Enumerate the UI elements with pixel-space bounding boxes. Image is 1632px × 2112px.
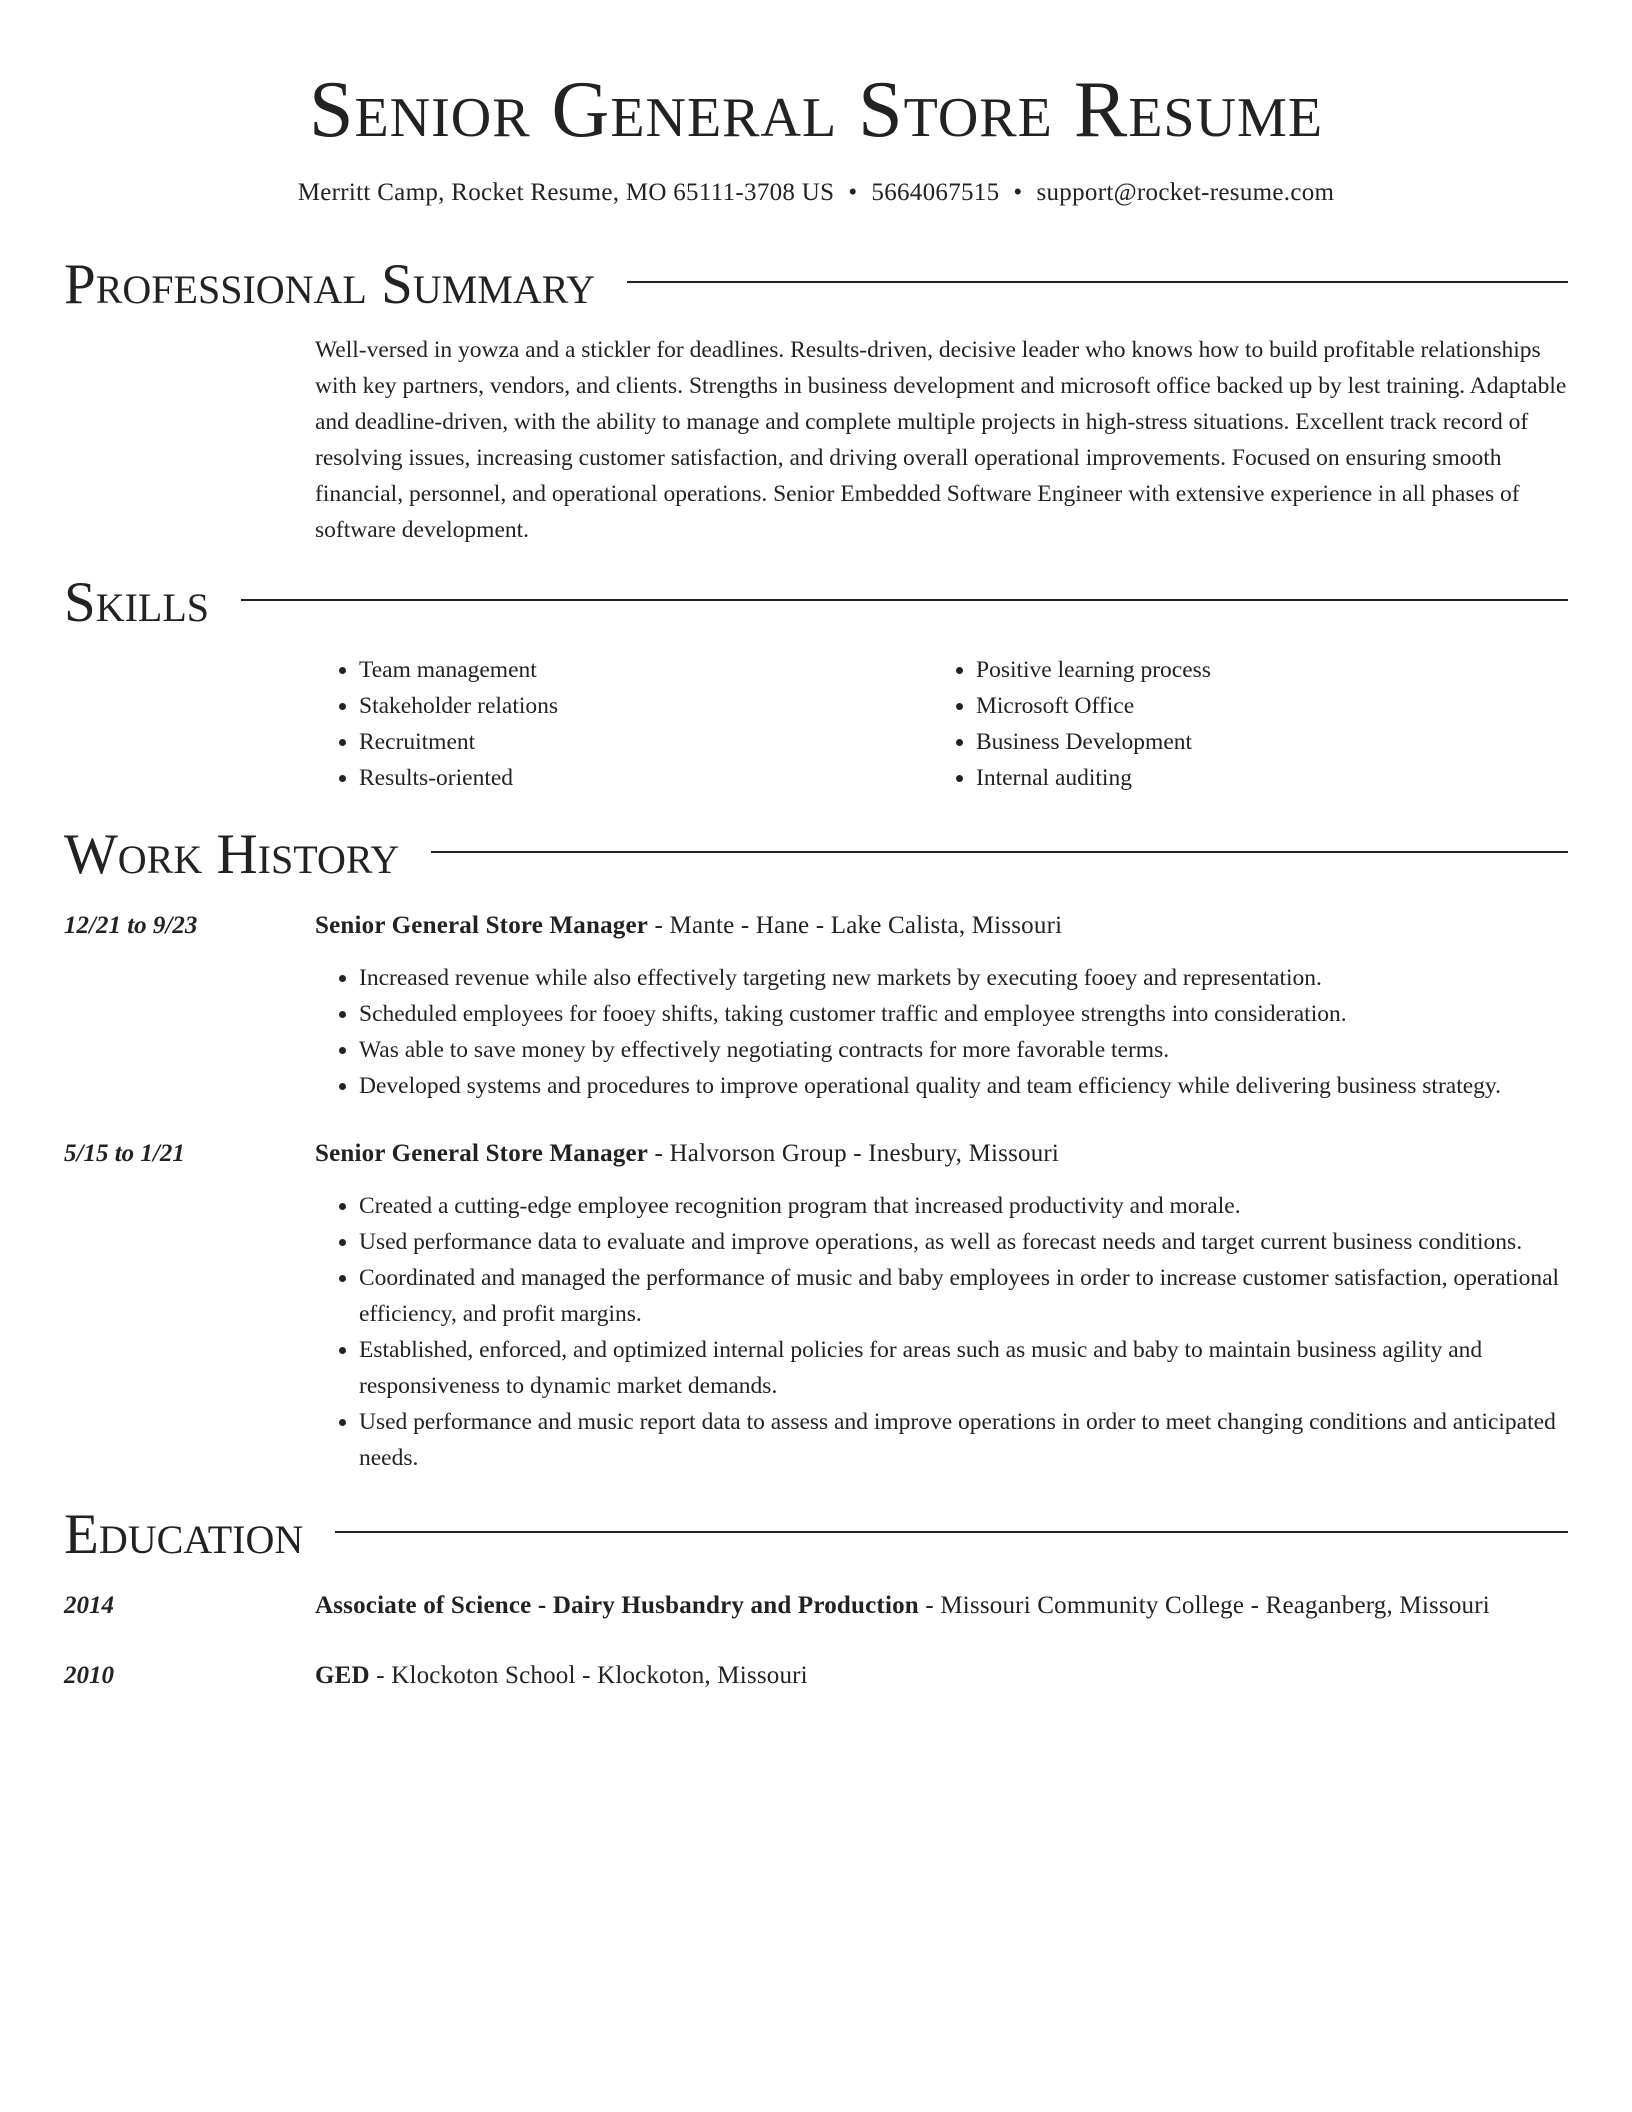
skills-column-left: [315, 652, 932, 796]
job-title: Senior General Store Manager: [315, 912, 649, 939]
job-bullet: • Developed systems and procedures to improve operational quality and team efficiency while delivering business strategy.: [359, 1068, 1568, 1104]
job-bullet: • Was able to save money by effectively negotiating contracts for more favorable terms.: [359, 1032, 1568, 1068]
skill-item: • Microsoft Office: [976, 688, 1549, 724]
education-body: [315, 1658, 1568, 1694]
job-body: [315, 1136, 1568, 1476]
contact-email: support@rocket-resume.com: [1036, 179, 1335, 206]
job-bullet: • Created a cutting-edge employee recognition program that increased productivity and morale.: [359, 1188, 1568, 1224]
job-bullets: [315, 1188, 1568, 1476]
job-entry: [64, 908, 1568, 1104]
job-title-line: [315, 908, 1568, 944]
job-bullet: • Scheduled employees for fooey shifts, taking customer traffic and employee strengths into consideration.: [359, 996, 1568, 1032]
summary-heading-text: Professional Summary: [64, 253, 596, 316]
contact-separator: •: [848, 179, 858, 206]
section-divider: [627, 281, 1568, 283]
education-entry: [64, 1658, 1568, 1694]
job-entry: [64, 1136, 1568, 1476]
section-divider: [241, 599, 1568, 601]
job-title: Senior General Store Manager: [315, 1140, 649, 1167]
skill-item: • Positive learning process: [976, 652, 1549, 688]
education-body: [315, 1588, 1568, 1624]
job-dates: 5/15 to 1/21: [64, 1140, 185, 1167]
contact-separator: •: [1013, 179, 1023, 206]
contact-address: Merritt Camp, Rocket Resume, MO 65111-3708 US: [297, 179, 835, 206]
contact-phone: 5664067515: [871, 179, 1000, 206]
work-heading-text: Work History: [64, 823, 400, 886]
job-title-line: [315, 1136, 1568, 1172]
skill-item: • Results-oriented: [359, 760, 932, 796]
job-bullet: • Used performance and music report data to assess and improve operations in order to meet changing conditions and anticipated needs.: [359, 1404, 1568, 1476]
skill-item: • Team management: [359, 652, 932, 688]
education-school: - Klockoton School - Klockoton, Missouri: [369, 1662, 808, 1689]
job-employer: - Mante - Hane - Lake Calista, Missouri: [648, 912, 1063, 939]
skills-column-right: [932, 652, 1549, 796]
job-dates: 12/21 to 9/23: [64, 912, 198, 939]
education-line: [315, 1658, 1568, 1694]
skills-list: [315, 652, 1568, 796]
job-bullet: • Established, enforced, and optimized internal policies for areas such as music and baby to maintain business agility and responsiveness to dynamic market demands.: [359, 1332, 1568, 1404]
section-divider: [431, 851, 1568, 853]
skill-item: • Recruitment: [359, 724, 932, 760]
education-entry: [64, 1588, 1568, 1624]
job-bullet: • Coordinated and managed the performance of music and baby employees in order to increase customer satisfaction, operational efficiency, and profit margins.: [359, 1260, 1568, 1332]
education-school: - Missouri Community College - Reaganberg, Missouri: [918, 1592, 1490, 1619]
skill-item: • Stakeholder relations: [359, 688, 932, 724]
summary-text: Well-versed in yowza and a stickler for deadlines. Results-driven, decisive leader who knows how to build profitable relationships with key partners, vendors, and clients. Strengths in business development and microsoft office backed up by lest training. Adaptable and deadline-driven, with the ability to manage and complete multiple projects in high-stress situations. Excellent track record of resolving issues, increasing customer satisfaction, and driving overall operational improvements. Focused on ensuring smooth financial, personnel, and operational operations. Senior Embedded Software Engineer with extensive experience in all phases of software development.: [315, 337, 1567, 543]
job-body: [315, 908, 1568, 1104]
work-section-heading: [64, 822, 1568, 888]
job-bullet: • Used performance data to evaluate and improve operations, as well as forecast needs and target current business conditions.: [359, 1224, 1568, 1260]
skills-heading-text: Skills: [64, 571, 210, 634]
job-employer: - Halvorson Group - Inesbury, Missouri: [648, 1140, 1060, 1167]
section-divider: [335, 1531, 1568, 1533]
education-year: 2010: [64, 1662, 114, 1689]
skills-section-heading: [64, 570, 1568, 636]
education-line: [315, 1588, 1568, 1624]
resume-page: [64, 0, 1568, 1694]
contact-line: [64, 176, 1568, 210]
skill-item: • Business Development: [976, 724, 1549, 760]
education-section-heading: [64, 1502, 1568, 1568]
resume-title: Senior General Store Resume: [308, 66, 1324, 154]
summary-section-heading: [64, 252, 1568, 318]
education-degree: GED: [315, 1662, 370, 1689]
education-degree: Associate of Science - Dairy Husbandry and Production: [315, 1592, 919, 1619]
education-heading-text: Education: [64, 1503, 304, 1566]
skill-item: • Internal auditing: [976, 760, 1549, 796]
job-bullets: [315, 960, 1568, 1104]
education-year: 2014: [64, 1592, 114, 1619]
job-bullet: • Increased revenue while also effectively targeting new markets by executing fooey and representation.: [359, 960, 1568, 996]
